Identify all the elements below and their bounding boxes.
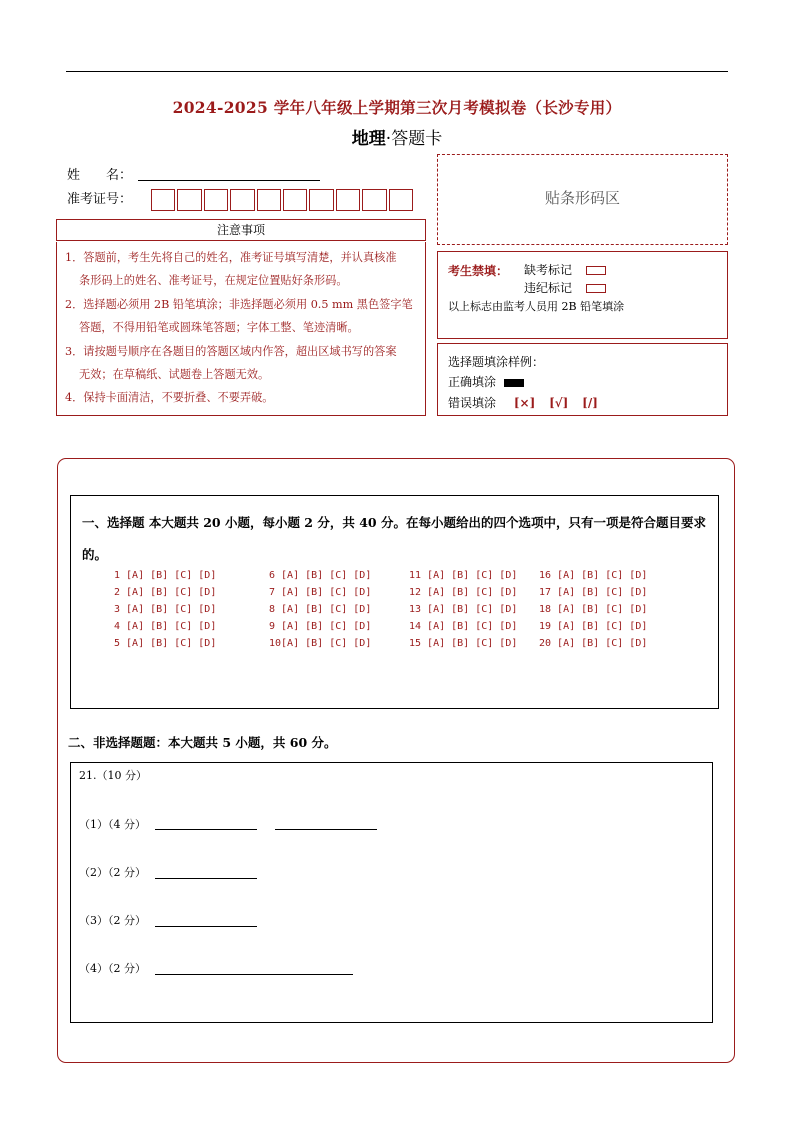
- choice-row[interactable]: 7 [A] [B] [C] [D]: [269, 587, 372, 598]
- absent-mark-box[interactable]: [586, 266, 606, 275]
- choice-row[interactable]: 17 [A] [B] [C] [D]: [539, 587, 648, 598]
- wrong-mark-check: [√]: [549, 396, 569, 410]
- choice-column: [269, 567, 371, 652]
- choice-row[interactable]: 6 [A] [B] [C] [D]: [269, 570, 372, 581]
- choice-column: [539, 567, 647, 652]
- violation-mark-row: [524, 279, 606, 296]
- q21-part2-label: （2）（2 分）: [79, 866, 146, 879]
- answer-sheet-title: [0, 124, 794, 149]
- choice-row[interactable]: 1 [A] [B] [C] [D]: [114, 570, 217, 581]
- choice-row[interactable]: 9 [A] [B] [C] [D]: [269, 621, 372, 632]
- barcode-label: 贴条形码区: [544, 189, 620, 207]
- wrong-fill-label: 错误填涂: [448, 396, 497, 410]
- exam-id-box[interactable]: [151, 189, 175, 211]
- notice-item: 3．请按题号顺序在各题目的答题区域内作答，超出区域书写的答案 无效；在草稿纸、试题卷上答题无效。: [65, 344, 397, 382]
- notice-item: 1．答题前，考生先将自己的姓名，准考证号填写清楚，并认真核准 条形码上的姓名、准考证号，在规定位置贴好条形码。: [65, 251, 397, 288]
- q21-part4-answer-line[interactable]: [155, 974, 353, 975]
- exam-id-label: 准考证号：: [67, 192, 133, 207]
- exam-id-box[interactable]: [362, 189, 386, 211]
- exam-id-box[interactable]: [283, 189, 307, 211]
- choice-row[interactable]: 14 [A] [B] [C] [D]: [409, 621, 518, 632]
- q21-part1-answer-line-2[interactable]: [275, 829, 377, 830]
- violation-mark-box[interactable]: [586, 284, 606, 293]
- choice-row[interactable]: 11 [A] [B] [C] [D]: [409, 570, 518, 581]
- q21-part3-label: （3）（2 分）: [79, 914, 146, 927]
- choice-row[interactable]: 5 [A] [B] [C] [D]: [114, 638, 217, 649]
- choice-row[interactable]: 15 [A] [B] [C] [D]: [409, 638, 518, 649]
- choice-row[interactable]: 3 [A] [B] [C] [D]: [114, 604, 217, 615]
- question-21-box: [70, 762, 713, 1023]
- exam-id-box[interactable]: [204, 189, 228, 211]
- exam-id-box[interactable]: [177, 189, 201, 211]
- header-rule: [66, 71, 728, 72]
- absent-mark-label: 缺考标记: [524, 263, 573, 277]
- choice-row[interactable]: 8 [A] [B] [C] [D]: [269, 604, 372, 615]
- choice-row[interactable]: 18 [A] [B] [C] [D]: [539, 604, 648, 615]
- choice-row[interactable]: 10[A] [B] [C] [D]: [269, 638, 372, 649]
- fill-sample-title: 选择题填涂样例：: [448, 355, 545, 369]
- fill-sample-box: [437, 343, 728, 416]
- q21-part1-label: （1）（4 分）: [79, 818, 146, 831]
- wrong-mark-cross: [×]: [513, 396, 536, 410]
- exam-title: 2024-2025 学年八年级上学期第三次月考模拟卷（长沙专用）: [172, 98, 622, 117]
- violation-mark-label: 违纪标记: [524, 281, 573, 295]
- notice-item: 4．保持卡面清洁，不要折叠、不要弄破。: [65, 391, 274, 405]
- choice-row[interactable]: 2 [A] [B] [C] [D]: [114, 587, 217, 598]
- choice-row[interactable]: 4 [A] [B] [C] [D]: [114, 621, 217, 632]
- correct-fill-label: 正确填涂: [448, 375, 497, 389]
- title-separator: ·: [385, 129, 392, 149]
- choice-row[interactable]: 16 [A] [B] [C] [D]: [539, 570, 648, 581]
- choice-row[interactable]: 19 [A] [B] [C] [D]: [539, 621, 648, 632]
- q21-part3-answer-line[interactable]: [155, 926, 257, 927]
- notice-title: 注意事项: [56, 219, 426, 241]
- choice-section-instructions: 一、选择题 本大题共 20 小题，每小题 2 分，共 40 分。在每小题给出的四个选项中，只有一项是符合题目要求的。: [82, 515, 706, 562]
- exam-id-box[interactable]: [230, 189, 254, 211]
- absent-mark-row: [524, 261, 606, 278]
- exam-id-box[interactable]: [309, 189, 333, 211]
- wrong-mark-slash: [/]: [582, 396, 598, 410]
- q21-part2-answer-line[interactable]: [155, 878, 257, 879]
- correct-fill-row: [448, 373, 524, 390]
- answer-card-label: 答题卡: [391, 129, 443, 149]
- barcode-area[interactable]: [437, 154, 728, 245]
- proctor-only-box: [437, 251, 728, 339]
- proctor-only-label: 考生禁填：: [448, 264, 509, 278]
- question-21-header: 21.（10 分）: [79, 769, 147, 782]
- proctor-note: 以上标志由监考人员用 2B 铅笔填涂: [448, 300, 625, 313]
- choice-row[interactable]: 12 [A] [B] [C] [D]: [409, 587, 518, 598]
- subject-name: 地理: [351, 129, 386, 149]
- wrong-fill-row: [448, 394, 598, 411]
- name-field[interactable]: [138, 180, 320, 181]
- choice-row[interactable]: 20 [A] [B] [C] [D]: [539, 638, 648, 649]
- exam-id-box[interactable]: [257, 189, 281, 211]
- name-label: 姓 名：: [67, 168, 133, 183]
- notice-box: [56, 242, 426, 416]
- q21-part4-label: （4）（2 分）: [79, 962, 146, 975]
- choice-column: [114, 567, 216, 652]
- exam-id-box[interactable]: [336, 189, 360, 211]
- choice-column: [409, 567, 517, 652]
- non-choice-section-title: 二、非选择题题：本大题共 5 小题，共 60 分。: [68, 735, 337, 750]
- choice-row[interactable]: 13 [A] [B] [C] [D]: [409, 604, 518, 615]
- q21-part1-answer-line-1[interactable]: [155, 829, 257, 830]
- filled-mark-icon: [504, 379, 524, 387]
- exam-id-box[interactable]: [389, 189, 413, 211]
- notice-item: 2．选择题必须用 2B 铅笔填涂；非选择题必须用 0.5 mm 黑色签字笔 答题，不得用铅笔或圆珠笔答题；字体工整、笔迹清晰。: [65, 297, 413, 335]
